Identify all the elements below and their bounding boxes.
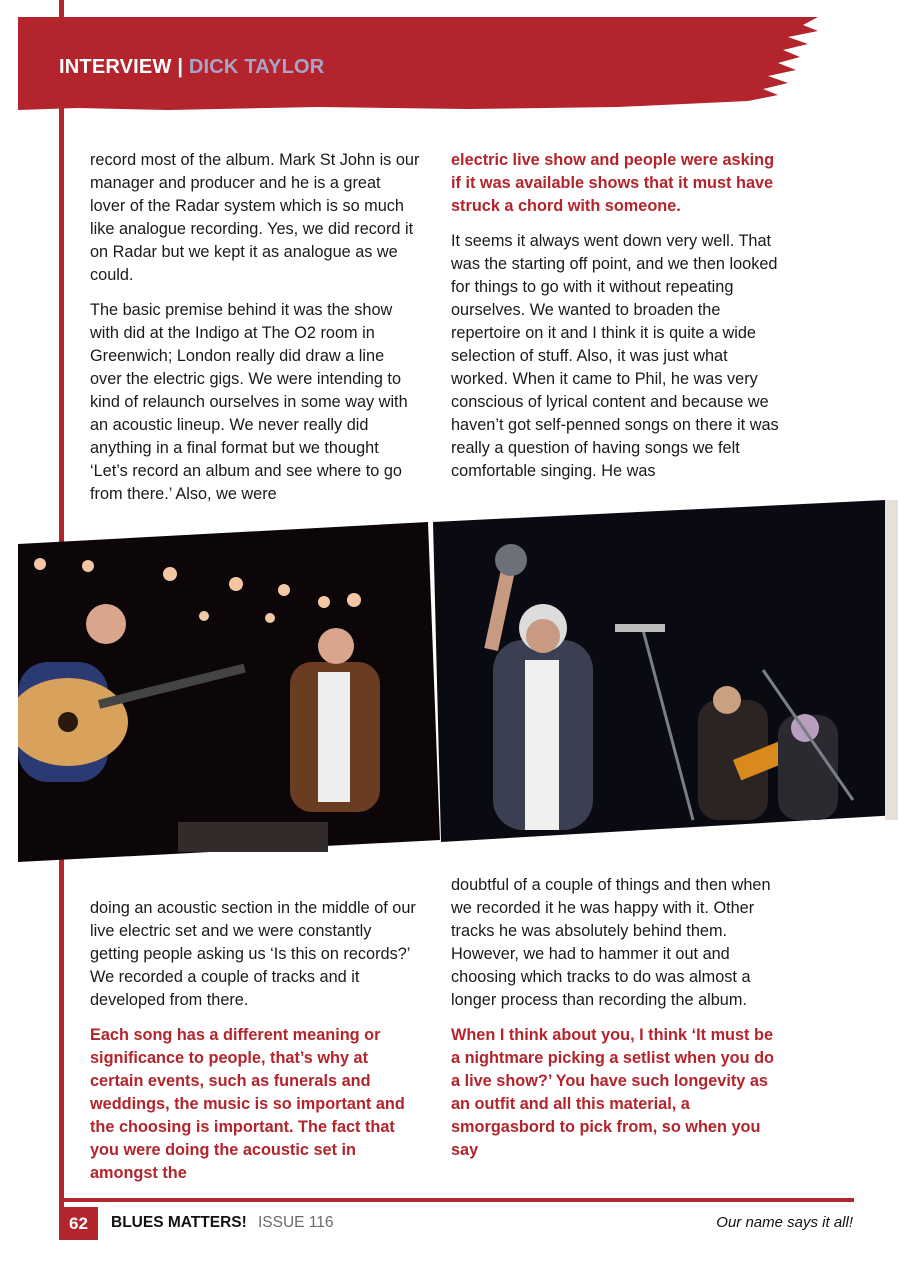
title-separator: | <box>177 56 184 78</box>
magazine-name: BLUES MATTERS! <box>111 1214 247 1231</box>
question-paragraph: Each song has a different meaning or significance to people, that’s why at certain events, such as funerals and weddings, the music is so important and the choosing is important. The fact that you were doing the acoustic set in amongst the <box>90 1026 405 1182</box>
column-top-right <box>451 149 786 495</box>
question-paragraph: When I think about you, I think ‘It must be a nightmare picking a setlist when you do a live show?’ You have such longevity as an outfit and all this material, a smorgasbord to pick from, so when you say <box>451 1026 774 1159</box>
question-paragraph: electric live show and people were asking if it was available shows that it must have struck a chord with someone. <box>451 151 775 215</box>
section-title <box>59 56 324 79</box>
page-number: 62 <box>59 1207 98 1240</box>
paragraph: record most of the album. Mark St John is our manager and producer and he is a great lover of the Radar system which is so much like analogue recording. Yes, we did record it on Radar but we kept it as analogue as we could. <box>90 151 420 284</box>
interview-subject: DICK TAYLOR <box>188 56 325 78</box>
concert-photo-guitarist <box>18 522 440 862</box>
column-bottom-right <box>451 874 786 1174</box>
column-top-left <box>90 149 420 518</box>
paragraph: It seems it always went down very well. That was the starting off point, and we then looked for things to go with it without repeating ourselves. We wanted to broaden the repertoire on it and I think it is quite a wide selection of stuff. Also, it was just what worked. When it came to Phil, he was very conscious of lyrical content and because we haven’t got self-penned songs on there it was really a question of having songs we felt comfortable singing. He was <box>451 232 779 480</box>
footer-rule <box>59 1198 854 1202</box>
paragraph: doubtful of a couple of things and then when we recorded it he was happy with it. Other tracks he was absolutely behind them. However, we had to hammer it out and choosing which tracks to do was almost a longer process than recording the album. <box>451 876 771 1009</box>
concert-photo-singer <box>433 500 898 842</box>
paragraph: doing an acoustic section in the middle of our live electric set and we were constantly getting people asking us ‘Is this on records?’ We recorded a couple of tracks and it developed from there. <box>90 899 416 1009</box>
paragraph: The basic premise behind it was the show with did at the Indigo at The O2 room in Greenwich; London really did draw a line over the electric gigs. We were intending to kind of relaunch ourselves in some way with an acoustic lineup. We never really did anything in a final format but we thought ‘Let’s record an album and see where to go from there.’ Also, we were <box>90 301 408 503</box>
column-bottom-left <box>90 897 420 1197</box>
tagline: Our name says it all! <box>716 1214 853 1231</box>
issue-number: ISSUE 116 <box>258 1214 334 1231</box>
section-label: INTERVIEW <box>59 56 172 78</box>
